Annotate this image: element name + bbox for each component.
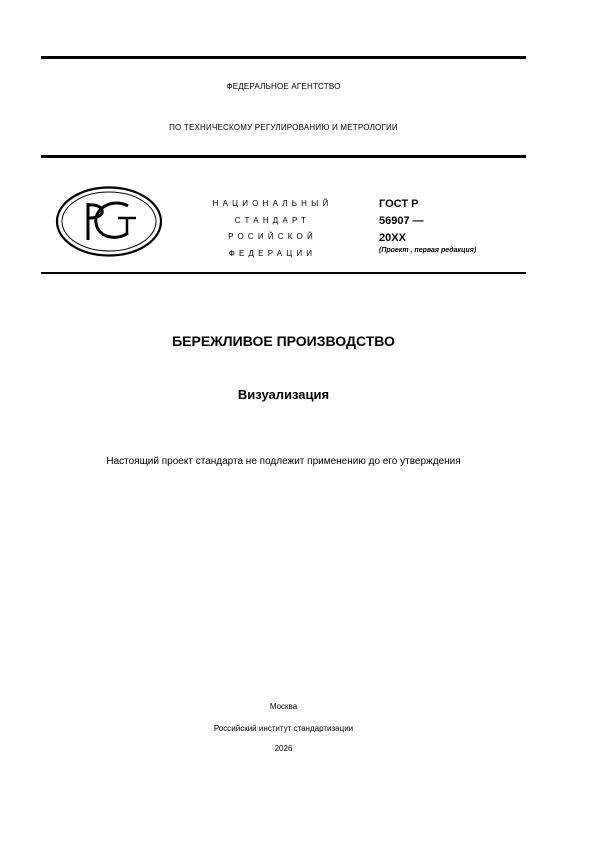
standard-type-line-1: НАЦИОНАЛЬНЫЙ	[212, 199, 333, 208]
document-title: БЕРЕЖЛИВОЕ ПРОИЗВОДСТВО	[172, 333, 395, 349]
agency-name-line-1: ФЕДЕРАЛЬНОЕ АГЕНТСТВО	[226, 82, 341, 91]
draft-edition-note: (Проект , первая редакция)	[379, 247, 477, 254]
agency-name-line-2: ПО ТЕХНИЧЕСКОМУ РЕГУЛИРОВАНИЮ И МЕТРОЛОГИИ	[169, 123, 398, 132]
rst-emblem-icon	[54, 185, 164, 258]
imprint-year: 2026	[274, 744, 293, 753]
standard-type-line-3: РОСИЙСКОЙ	[228, 232, 317, 241]
designation-line-3: 20ХХ	[379, 232, 406, 244]
top-divider	[41, 56, 526, 59]
imprint-city: Москва	[269, 702, 298, 711]
document-subtitle: Визуализация	[237, 387, 330, 402]
middle-divider	[41, 155, 526, 158]
designation-line-1: ГОСТ Р	[379, 198, 419, 210]
bottom-divider	[41, 272, 526, 274]
designation-line-2: 56907 —	[379, 215, 424, 227]
standard-designation	[379, 196, 519, 254]
standard-type-block	[195, 196, 350, 262]
standard-type-line-2: СТАНДАРТ	[234, 215, 311, 225]
standard-type-line-4: ФЕДЕРАЦИИ	[228, 248, 317, 258]
draft-disclaimer: Настоящий проект стандарта не подлежит применению до его утверждения	[106, 456, 461, 467]
imprint-publisher: Российский институт стандартизации	[213, 724, 354, 733]
